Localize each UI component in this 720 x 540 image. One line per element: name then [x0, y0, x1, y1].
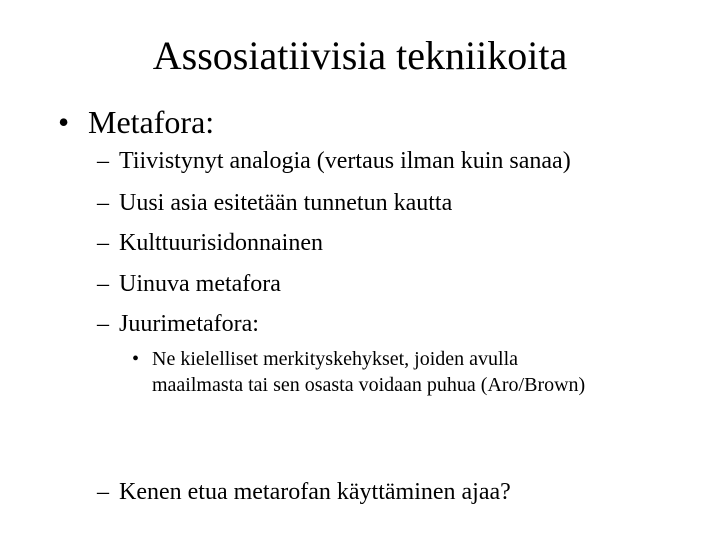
bullet-metafora: [58, 100, 214, 144]
bullet-text: Metafora:: [88, 104, 215, 140]
sub-item-text: Tiivistynyt analogia (vertaus ilman kuin sanaa): [119, 148, 571, 174]
dash-icon: –: [97, 190, 109, 216]
sub-sub-item: [132, 346, 612, 398]
dash-icon: –: [97, 271, 109, 297]
sub-item-text: Uusi asia esitetään tunnetun kautta: [119, 190, 453, 216]
dash-icon: –: [97, 479, 109, 505]
dash-icon: –: [97, 148, 109, 174]
bullet-icon: •: [58, 104, 70, 140]
sub-item-text: Kenen etua metarofan käyttäminen ajaa?: [119, 479, 511, 505]
slide-title: Assosiatiivisia tekniikoita: [152, 33, 568, 78]
dash-icon: –: [97, 311, 109, 337]
sub-item-text: Uinuva metafora: [119, 271, 281, 297]
dash-icon: –: [97, 230, 109, 256]
sub-item: [97, 308, 259, 340]
sub-item: [97, 145, 571, 177]
sub-item-last: [97, 476, 511, 508]
sub-sub-item-text: Ne kielelliset merkityskehykset, joiden avulla maailmasta tai sen osasta voidaan puhua (Aro/Brown): [152, 348, 586, 396]
sub-item-text: Kulttuurisidonnainen: [119, 230, 323, 256]
sub-item: [97, 187, 452, 219]
sub-item: [97, 268, 281, 300]
sub-item-text: Juurimetafora:: [119, 311, 259, 337]
bullet-icon: •: [132, 348, 140, 370]
sub-item: [97, 227, 323, 259]
